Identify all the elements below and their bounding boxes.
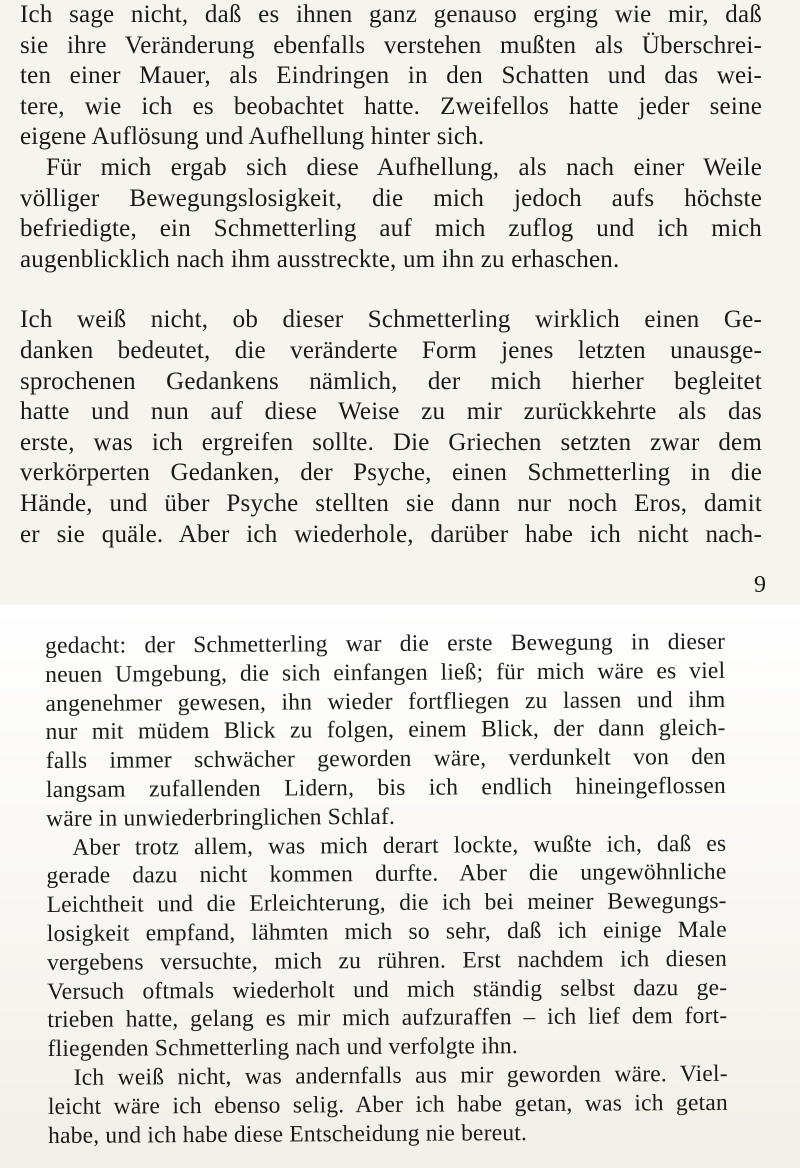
- text-line: verkörperten Gedanken, der Psyche, einen Schmetterling in die: [20, 459, 762, 487]
- text-line: angenehmer gewesen, ihn wieder fortfliegen zu lassen und ihm: [45, 686, 726, 717]
- text-line: Für mich ergab sich diese Aufhellung, als nach einer Weile: [46, 153, 762, 181]
- text-line: neuen Umgebung, die sich einfangen ließ; für mich wäre es viel: [45, 657, 726, 688]
- text-line: sprochenen Gedankens nämlich, der mich hierher begleitet: [20, 367, 762, 395]
- text-line: nur mit müdem Blick zu folgen, einem Blick, der dann gleich-: [45, 715, 726, 746]
- bottom-page-text: [45, 628, 728, 1150]
- text-line: langsam zufallenden Lidern, bis ich endlich hineingeflossen: [45, 772, 727, 803]
- top-page-text: [20, 0, 762, 550]
- text-line: falls immer schwächer geworden wäre, verdunkelt von den: [45, 744, 726, 775]
- text-line: trieben hatte, gelang es mir mich aufzuraffen – ich lief dem fort-: [47, 1003, 728, 1034]
- text-line: gerade dazu nicht kommen durfte. Aber die ungewöhnliche: [46, 859, 727, 890]
- text-line: Leichtheit und die Erleichterung, die ich bei meiner Bewegungs-: [46, 888, 727, 919]
- text-line: erste, was ich ergreifen sollte. Die Griechen setzten zwar dem: [20, 428, 762, 456]
- text-line: wäre in unwiederbringlichen Schlaf.: [46, 803, 396, 832]
- text-line: Aber trotz allem, was mich derart lockte, wußte ich, daß es: [72, 830, 727, 861]
- text-line: sie ihre Veränderung ebenfalls verstehen mußten als Überschrei-: [20, 31, 762, 59]
- page-number: 9: [754, 572, 766, 598]
- text-line: fliegenden Schmetterling nach und verfolgte ihn.: [47, 1033, 518, 1063]
- text-line: Ich weiß nicht, ob dieser Schmetterling wirklich einen Ge-: [20, 306, 762, 334]
- text-line: vergebens versuchte, mich zu rühren. Erst nachdem ich diesen: [46, 945, 728, 976]
- text-line: Ich sage nicht, daß es ihnen ganz genauso erging wie mir, daß: [20, 1, 762, 28]
- text-line: augenblicklich nach ihm ausstreckte, um ihn zu erhaschen.: [20, 245, 620, 273]
- text-line: befriedigte, ein Schmetterling auf mich zuflog und ich mich: [20, 215, 762, 243]
- text-line: Hände, und über Psyche stellten sie dann nur noch Eros, damit: [20, 489, 762, 517]
- text-line: er sie quäle. Aber ich wiederhole, darüber habe ich nicht nach-: [20, 520, 762, 548]
- text-line: gedacht: der Schmetterling war die erste Bewegung in dieser: [45, 628, 726, 659]
- text-line: danken bedeutet, die veränderte Form jenes letzten unausge-: [20, 336, 762, 364]
- text-line: tere, wie ich es beobachtet hatte. Zweifellos hatte jeder seine: [20, 92, 762, 120]
- text-line: ten einer Mauer, als Eindringen in den Schatten und das wei-: [20, 62, 762, 90]
- text-line: losigkeit empfand, lähmten mich so sehr, daß ich einige Male: [46, 916, 727, 947]
- text-line: völliger Bewegungslosigkeit, die mich jedoch aufs höchste: [20, 184, 762, 212]
- text-line: habe, und ich habe diese Entscheidung nie bereut.: [47, 1119, 528, 1149]
- text-line: eigene Auflösung und Aufhellung hinter sich.: [20, 123, 485, 151]
- text-line: hatte und nun auf diese Weise zu mir zurückkehrte als das: [20, 398, 762, 426]
- text-line: Versuch oftmals wiederholt und mich ständig selbst dazu ge-: [47, 974, 728, 1005]
- text-line: leicht wäre ich ebenso selig. Aber ich habe getan, was ich getan: [47, 1089, 728, 1120]
- text-line: Ich weiß nicht, was andernfalls aus mir geworden wäre. Viel-: [73, 1060, 728, 1091]
